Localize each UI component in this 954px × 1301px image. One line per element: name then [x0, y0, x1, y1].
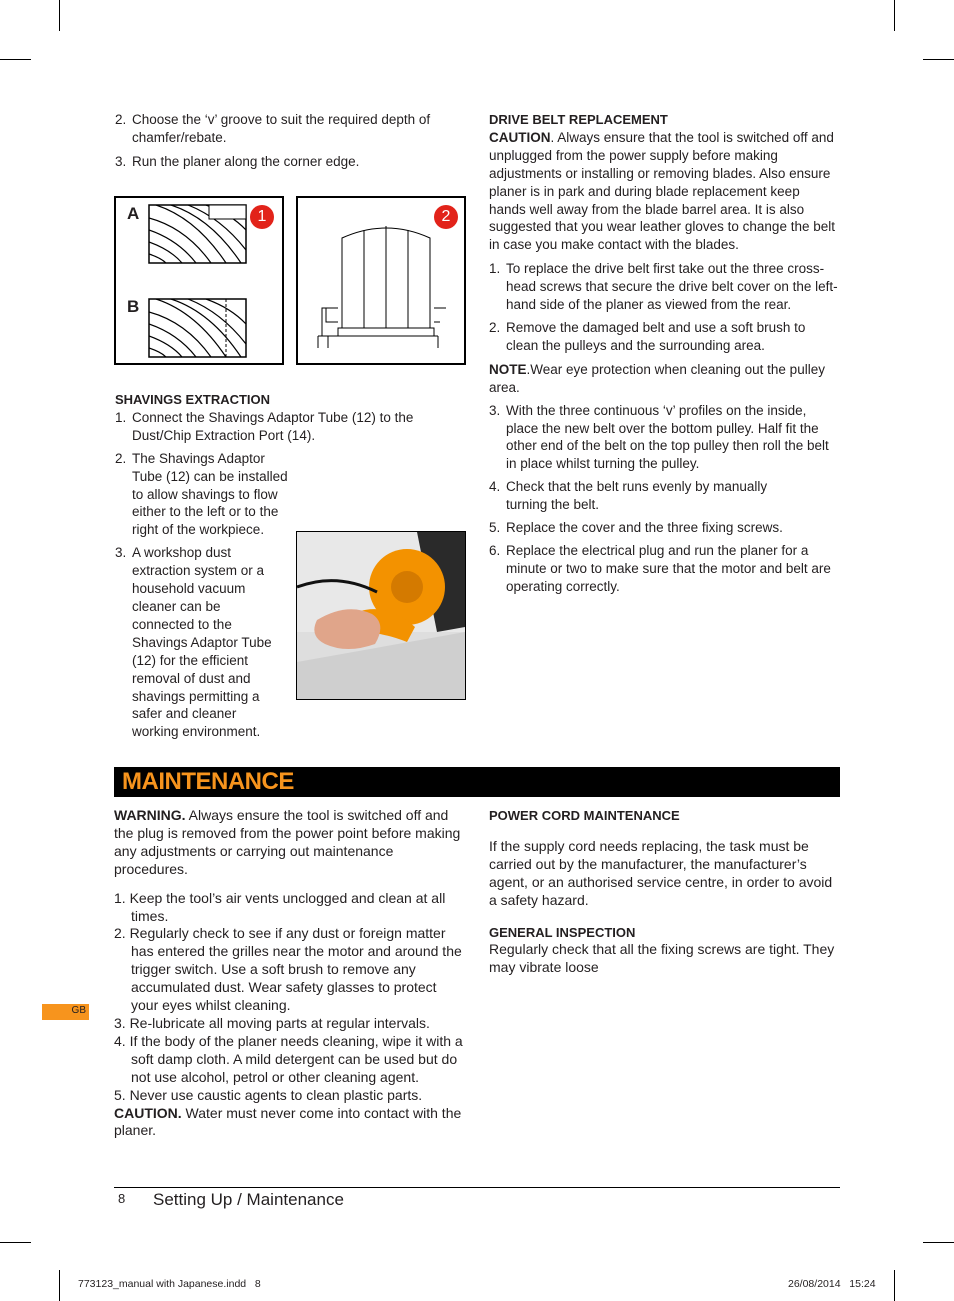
footer-rule	[114, 1187, 840, 1188]
figure-1-chamfer-diagram	[114, 196, 284, 365]
item-text: Remove the damaged belt and use a soft brush to clean the pulleys and the surrounding area.	[506, 319, 806, 353]
item-number: 3.	[115, 153, 127, 169]
list-item	[115, 153, 460, 171]
general-inspection-text: Regularly check that all the fixing screws are tight. They may vibrate loose	[489, 941, 835, 976]
crop-mark	[894, 0, 895, 31]
item-text: A workshop dust extraction system or a household vacuum cleaner can be connected to the Shavings Adaptor Tube (12) for the efficient removal of dust and shavings permitting a safer and cleaner working environment.	[132, 545, 272, 740]
caution-paragraph	[489, 129, 839, 254]
item-number: 2.	[489, 319, 501, 335]
caution-paragraph	[114, 1105, 464, 1141]
item-text: With the three continuous ‘v’ profiles on the inside, place the new belt over the bottom pulley. Half fit the other end of the belt on the top pulley then roll the belt in place whilst turning the pulley.	[506, 402, 829, 472]
list-item	[115, 409, 463, 445]
power-cord-text: If the supply cord needs replacing, the task must be carried out by the manufacturer, the manufacturer’s agent, or an authorised service centre, in order to avoid a safety hazard.	[489, 837, 833, 908]
item-text: Check that the belt runs evenly by manually turning the belt.	[506, 479, 768, 513]
item-text: The Shavings Adaptor Tube (12) can be installed to allow shavings to flow either to the left or to the right of the workpiece.	[132, 450, 288, 538]
section-title: Setting Up / Maintenance	[153, 1190, 344, 1209]
warning-label: WARNING.	[114, 807, 186, 823]
list-item	[489, 260, 839, 314]
list-item	[115, 544, 284, 741]
item-number: 6.	[489, 542, 501, 558]
warning-text: Always ensure the tool is switched off and the plug is removed from the power point before making any adjustments or carrying out maintenance procedures.	[114, 807, 461, 877]
crop-mark	[923, 59, 954, 60]
item-number: 3.	[115, 545, 127, 561]
item-number: 2.	[115, 112, 127, 127]
file-slug: 773123_manual with Japanese.indd 8	[78, 1278, 261, 1290]
item-text: Replace the cover and the three fixing screws.	[506, 520, 783, 536]
list-item: 3. Re-lubricate all moving parts at regular intervals.	[114, 1014, 430, 1031]
section-heading: POWER CORD MAINTENANCE	[489, 808, 680, 823]
crop-mark	[0, 1242, 31, 1243]
crop-mark	[59, 1270, 60, 1301]
item-number: 1.	[115, 409, 127, 425]
list-item	[115, 111, 460, 147]
item-text: Connect the Shavings Adaptor Tube (12) to the Dust/Chip Extraction Port (14).	[132, 409, 414, 443]
list-item	[115, 450, 297, 540]
item-number: 2.	[115, 450, 127, 466]
section-heading: DRIVE BELT REPLACEMENT	[489, 112, 668, 127]
list-item	[489, 478, 811, 514]
item-text: Choose the ‘v’ groove to suit the required depth of chamfer/rebate.	[132, 112, 431, 145]
crop-mark	[894, 1270, 895, 1301]
language-tab-label: GB	[71, 1005, 86, 1016]
caution-label: CAUTION	[489, 129, 551, 145]
drive-belt-section	[489, 111, 839, 601]
label-b: B	[127, 297, 140, 316]
chamfer-steps	[115, 111, 460, 176]
list-item: 5. Never use caustic agents to clean plastic parts.	[114, 1086, 423, 1103]
item-text: To replace the drive belt first take out the three cross-head screws that secure the drive belt cover on the left-hand side of the planer as viewed from the rear.	[506, 261, 838, 313]
crop-mark	[923, 1242, 954, 1243]
figure-badge: 2	[434, 205, 458, 229]
note-text: .Wear eye protection when cleaning out the pulley area.	[489, 361, 825, 395]
language-tab	[42, 1004, 89, 1020]
figure-badge: 1	[250, 205, 274, 229]
section-heading: GENERAL INSPECTION	[489, 924, 636, 940]
page-number: 8	[118, 1191, 126, 1206]
caution-text: Water must never come into contact with the planer.	[114, 1104, 462, 1139]
item-number: 1.	[489, 261, 501, 277]
caution-text: . Always ensure that the tool is switched off and unplugged from the power supply before making adjustments or installing or removing blades. Also ensure planer is in park and during blade replacement keep hands well away from the blade barrel area. It is also suggested that you wear leather gloves to change the belt in case you make contact with the blades.	[489, 129, 835, 253]
list-item: 4. If the body of the planer needs cleaning, wipe it with a soft damp cloth. A mild detergent can be used but do not use alcohol, petrol or other cleaning agent.	[114, 1032, 463, 1085]
maintenance-title: MAINTENANCE	[122, 768, 294, 795]
crop-mark	[0, 59, 31, 60]
adaptor-tube-photo	[296, 531, 466, 700]
crop-mark	[59, 0, 60, 31]
list-item: 1. Keep the tool’s air vents unclogged and clean at all times.	[114, 889, 446, 924]
item-text: Replace the electrical plug and run the planer for a minute or two to make sure that the motor and belt are operating correctly.	[506, 542, 831, 594]
maintenance-banner	[114, 767, 840, 797]
caution-label: CAUTION.	[114, 1104, 182, 1121]
item-number: 5.	[489, 520, 501, 536]
figure-2-planer-diagram	[296, 196, 466, 365]
label-a: A	[127, 204, 140, 223]
list-item	[489, 519, 839, 537]
item-number: 4.	[489, 479, 501, 495]
list-item: 2. Regularly check to see if any dust or foreign matter has entered the grilles near the motor and around the trigger switch. Use a soft brush to remove any accumulated dust. Wear safety glasses to protect your eyes whilst cleaning.	[114, 925, 462, 1014]
item-number: 3.	[489, 402, 501, 418]
note-label: NOTE	[489, 361, 527, 377]
list-item	[489, 542, 839, 596]
date-slug: 26/08/2014 15:24	[788, 1278, 876, 1290]
maintenance-section	[114, 807, 464, 1140]
item-text: Run the planer along the corner edge.	[132, 153, 360, 169]
list-item	[489, 402, 839, 474]
note-paragraph	[489, 361, 839, 397]
power-cord-section	[489, 807, 839, 977]
warning-paragraph	[114, 807, 464, 879]
list-item	[489, 319, 839, 355]
section-heading: SHAVINGS EXTRACTION	[115, 392, 271, 407]
